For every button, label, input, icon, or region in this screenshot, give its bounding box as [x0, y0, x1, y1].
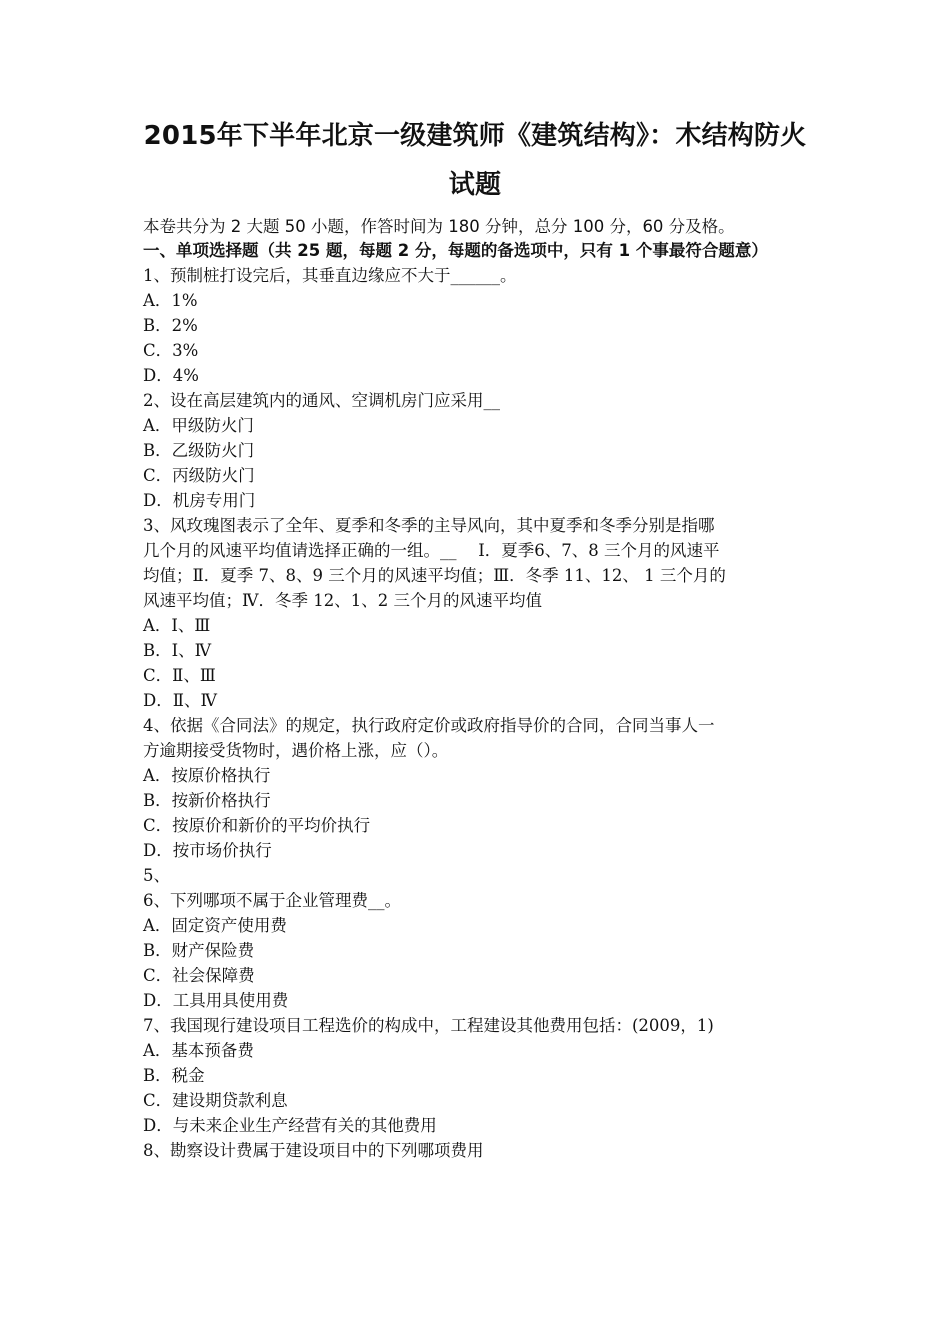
option-a: A．按原价格执行: [143, 766, 271, 785]
option-d: D．4%: [143, 366, 199, 385]
section-heading: 一、单项选择题（共 25 题，每题 2 分，每题的备选项中，只有 1 个事最符合题意）: [143, 241, 768, 260]
question-stem: 8、勘察设计费属于建设项目中的下列哪项费用: [143, 1141, 484, 1160]
option-d: D．机房专用门: [143, 491, 256, 510]
option-c: C．社会保障费: [143, 966, 255, 985]
question-8: [143, 1138, 807, 1163]
option-b: B．按新价格执行: [143, 791, 271, 810]
question-2: [143, 388, 807, 513]
question-6: [143, 888, 807, 1013]
question-stem-line: 均值；Ⅱ．夏季 7、8、9 三个月的风速平均值；Ⅲ．冬季 11、12、 1 三个月的: [143, 566, 726, 585]
option-b: B．税金: [143, 1066, 205, 1085]
question-stem-line: 4、依据《合同法》的规定，执行政府定价或政府指导价的合同，合同当事人一: [143, 716, 715, 735]
option-a: A．甲级防火门: [143, 416, 254, 435]
question-stem-line: 风速平均值；Ⅳ．冬季 12、1、2 三个月的风速平均值: [143, 591, 542, 610]
option-d: D．按市场价执行: [143, 841, 272, 860]
question-stem: 2、设在高层建筑内的通风、空调机房门应采用__: [143, 391, 500, 410]
question-stem: 1、预制桩打设完后，其垂直边缘应不大于______。: [143, 266, 517, 285]
question-stem-line: 方逾期接受货物时，遇价格上涨，应（）。: [143, 741, 449, 760]
question-stem: 7、我国现行建设项目工程选价的构成中，工程建设其他费用包括：(2009，1): [143, 1016, 714, 1035]
exam-intro: 本卷共分为 2 大题 50 小题，作答时间为 180 分钟，总分 100 分，60 分及格。: [143, 217, 735, 236]
question-stem: 6、下列哪项不属于企业管理费__。: [143, 891, 401, 910]
option-a: A．Ⅰ、Ⅲ: [143, 616, 211, 635]
option-a: A．固定资产使用费: [143, 916, 287, 935]
question-1: [143, 263, 807, 388]
option-d: D．与未来企业生产经营有关的其他费用: [143, 1116, 437, 1135]
option-c: C．Ⅱ、Ⅲ: [143, 666, 216, 685]
question-7: [143, 1013, 807, 1138]
option-c: C．按原价和新价的平均价执行: [143, 816, 371, 835]
option-d: D．工具用具使用费: [143, 991, 289, 1010]
question-stem: 5、: [143, 866, 170, 885]
question-3: [143, 513, 807, 713]
question-stem-line: 3、风玫瑰图表示了全年、夏季和冬季的主导风向，其中夏季和冬季分别是指哪: [143, 516, 715, 535]
question-stem-line: 几个月的风速平均值请选择正确的一组。__ Ⅰ．夏季6、7、8 三个月的风速平: [143, 541, 720, 560]
question-5: [143, 863, 807, 888]
option-a: A．1%: [143, 291, 198, 310]
option-b: B．财产保险费: [143, 941, 255, 960]
document-title: 2015年下半年北京一级建筑师《建筑结构》：木结构防火试题: [143, 121, 807, 200]
document-page: [143, 112, 807, 1163]
question-4: [143, 713, 807, 863]
option-b: B．2%: [143, 316, 198, 335]
option-a: A．基本预备费: [143, 1041, 254, 1060]
option-d: D．Ⅱ、Ⅳ: [143, 691, 217, 710]
option-c: C．3%: [143, 341, 199, 360]
option-c: C．建设期贷款利息: [143, 1091, 288, 1110]
option-c: C．丙级防火门: [143, 466, 255, 485]
option-b: B．Ⅰ、Ⅳ: [143, 641, 212, 660]
option-b: B．乙级防火门: [143, 441, 255, 460]
